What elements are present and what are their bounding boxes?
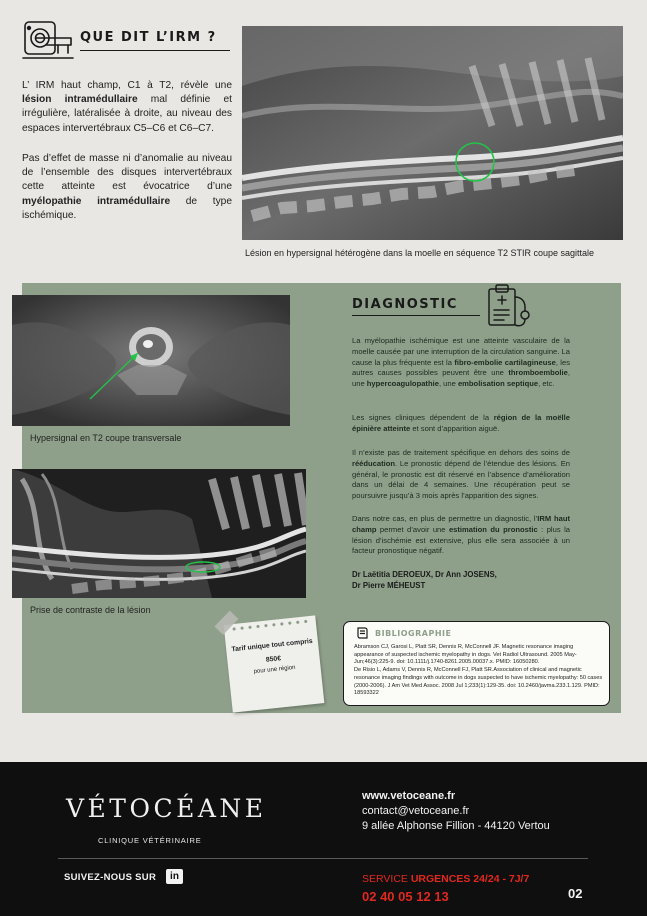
emphasis-text: fibro-embolie cartilagineuse [454,357,556,367]
emphasis-text: lésion intramédullaire [22,94,138,106]
title-underline [80,50,230,51]
text-run: , une [352,368,570,389]
follow-us-label: SUIVEZ-NOUS SUR [64,872,157,883]
text-run: permet d’avoir une [376,524,449,534]
bibliography-title: BIBLIOGRAPHIE [375,629,452,638]
address: 9 allée Alphonse Fillion - 44120 Vertou [362,820,550,832]
price-value: 850€ [265,655,282,664]
bibliography-references [354,644,604,698]
sagittal-caption: Lésion en hypersignal hétérogène dans la moelle en séquence T2 STIR coupe sagittale [245,248,595,258]
emergency-service [362,873,529,885]
irm-paragraph-1 [22,79,232,136]
footer-divider [58,858,588,859]
irm-section-title: QUE DIT L’IRM ? [80,30,217,45]
mri-sagittal-image [242,26,623,240]
phone-number[interactable]: 02 40 05 12 13 [362,889,449,904]
diagnostic-paragraph-2 [352,413,570,435]
email-link[interactable]: contact@vetoceane.fr [362,805,470,817]
text-run: , une [438,379,458,389]
irm-paragraph-2 [22,152,232,223]
contrast-caption: Prise de contraste de la lésion [30,605,151,615]
authors-line-1: Dr Laëtitia DEROEUX, Dr Ann JOSENS, [352,570,497,579]
emphasis-text: myélopathie intramédullaire [22,195,171,207]
website-link[interactable]: www.vetoceane.fr [362,790,456,802]
book-icon [356,626,370,640]
text-run: Pas d’effet de masse ni d’anomalie au niveau de l’ensemble des disques intervertébraux cette atteinte est évocatrice d’une [22,153,232,193]
reference-2: De Risio L, Adams V, Dennis R, McConnell FJ, Platt SR.Association of clinical and magnetic resonance imaging findings with outcome in dogs suspected to have ischemic myelopathy: 50 cases (2000-2006). J Am Vet Med Assoc. 2008 Jul 1;233(1):129-35. doi: 10.2460/javma.233.1.129. PMID: 18593322 [354,667,603,697]
emergency-prefix: SERVICE [362,873,411,885]
emphasis-text: thromboembolie [508,368,568,378]
brand-subtitle: CLINIQUE VÉTÉRINAIRE [98,836,202,845]
diagnostic-paragraph-1 [352,336,570,390]
text-run: : plus la lésion d’ischémie est extensive, plus elle sera associée à un facteur pronostique négatif. [352,524,570,556]
emphasis-text: estimation du pronostic [448,524,538,534]
text-run: mal définie et irrégulière, latéralisée à droite, au niveau des espaces intervertébraux C5–C6 et C6–C7. [22,94,232,134]
reference-1: Abramson CJ, Garosi L, Platt SR, Dennis R, McConnell JF. Magnetic resonance imaging appearance of suspected ischemic myelopathy in dogs. Vet Radiol Ultrasound. 2005 May-Jun;46(3):225-9. doi: 10.1111/j.1740-8261.2005.00037.x. PMID: 16050280. [354,644,577,666]
text-run: Dans notre cas, en plus de permettre un diagnostic, l’ [352,514,538,523]
axial-caption: Hypersignal en T2 coupe transversale [30,433,182,443]
text-run: Il n’existe pas de traitement spécifique en dehors des soins de [352,448,570,457]
text-run: L’ IRM haut champ, C1 à T2, révèle une [22,80,232,91]
emphasis-text: IRM haut champ [352,514,570,534]
emphasis-text: région de la moëlle épinière atteinte [352,413,570,433]
mri-scanner-icon [22,18,74,64]
emphasis-text: rééducation [352,458,396,468]
text-run: , les autres causes possibles peuvent être une [352,357,570,378]
text-run: , etc. [538,379,555,389]
authors-line-2: Dr Pierre MÉHEUST [352,581,426,590]
diagnostic-paragraph-3 [352,448,570,502]
diagnostic-paragraph-4 [352,514,570,557]
mri-axial-image [12,295,290,426]
price-note-line-3: pour une région [253,664,296,676]
brand-logo: VÉTOCÉANE [66,794,267,823]
price-note [224,615,325,712]
emphasis-text: embolisation septique [457,379,539,389]
page-number: 02 [568,886,583,901]
text-run: . Le pronostic dépend de l’étendue des lésions. En général, le pronostic est dit réservé en l’absence d’amélioration dans un délai de 4 semaines. Une récupération peut se poursuivre jusqu’à 3 mois après l’apparition des signes. [352,458,570,501]
emergency-hours: URGENCES 24/24 - 7J/7 [410,873,530,885]
text-run: La myélopathie ischémique est une atteinte vasculaire de la moelle causée par une interruption de la circulation sanguine. La cause la plus fréquente est la [352,336,570,367]
clipboard-stethoscope-icon [485,283,539,331]
text-run: et sont d’apparition aiguë. [410,423,500,433]
price-note-line-1: Tarif unique tout compris [231,637,313,654]
diagnostic-underline [352,315,480,316]
diagnostic-title: DIAGNOSTIC [352,297,458,312]
emphasis-text: hypercoagulopathie [366,379,439,389]
mri-contrast-image [12,469,306,598]
text-run: de type ischémique. [22,195,232,221]
linkedin-icon[interactable]: in [166,869,183,884]
text-run: Les signes cliniques dépendent de la [352,413,494,422]
bibliography-box [343,621,610,706]
